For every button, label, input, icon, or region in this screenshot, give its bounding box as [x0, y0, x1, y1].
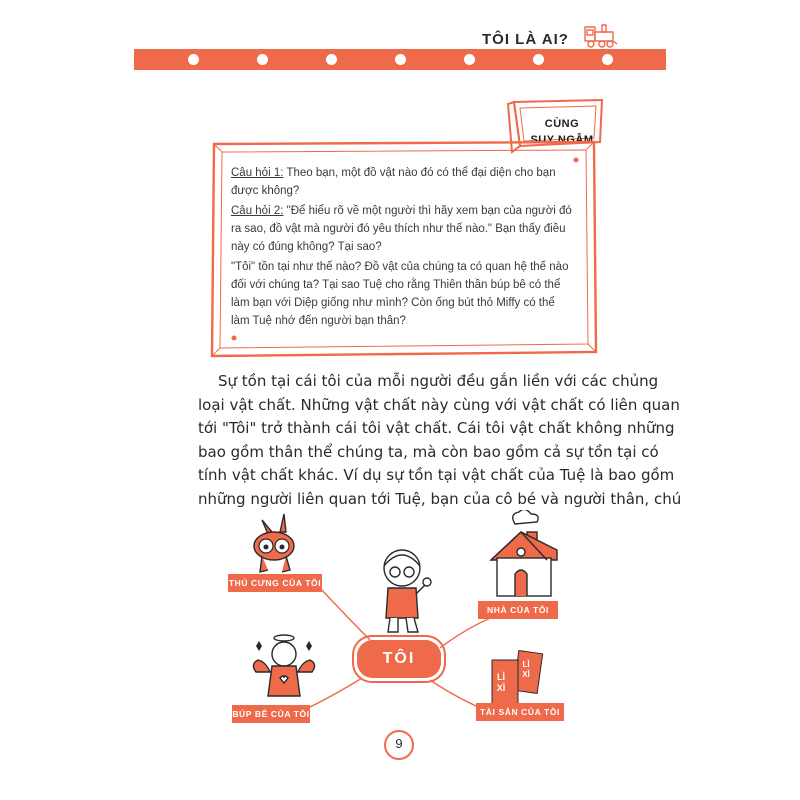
paragraph-line: Sự tồn tại cái tôi của mỗi người đều gắn liền với các chủng: [218, 372, 659, 390]
tag-pet: THÚ CƯNG CỦA TÔI: [228, 574, 322, 592]
paragraph-line: tính vật chất khác. Ví dụ sự tồn tại vật chất của Tuệ là bao gồm: [198, 466, 675, 484]
question-1-text: Theo bạn, một đồ vật nào đó có thể đại diện cho bạn được không?: [231, 167, 556, 197]
paragraph-line: bao gồm thân thể chúng ta, mà còn bao gồm cả sự tồn tại có: [198, 442, 659, 461]
reflection-sign-line1: CÙNG: [544, 118, 580, 130]
reflection-sign-line2: SUY NGẪM: [530, 134, 594, 146]
page-number: 9: [395, 736, 403, 751]
question-2-text: "Để hiểu rõ về một người thì hãy xem bạn của người đó ra sao, đồ vật mà người đó yêu thích như thế nào." Bạn thấy điều này có đúng không? Tại sao?: [231, 205, 572, 253]
envelope-label-back: LÌ XÌ: [522, 660, 530, 679]
paragraph-line: những người liên quan tới Tuệ, bạn của cô bé và người thân, chú: [198, 489, 682, 508]
paragraph-line: loại vật chất. Những vật chất này cùng với vật chất có liên quan: [198, 395, 680, 414]
center-tag-self: TÔI: [357, 640, 441, 678]
house-icon: [485, 510, 565, 602]
question-2-label: Câu hỏi 2:: [231, 205, 284, 217]
envelope-label-front: LÌ XÌ: [496, 672, 506, 693]
bunny-pet-icon: [240, 510, 310, 582]
page-header-title: TÔI LÀ AI?: [482, 31, 569, 48]
tag-doll: BÚP BÊ CỦA TÔI: [232, 705, 310, 723]
angel-doll-icon: [248, 632, 318, 704]
question-1-label: Câu hỏi 1:: [231, 167, 284, 179]
connector-pet: [320, 588, 370, 640]
tag-house: NHÀ CỦA TÔI: [478, 601, 558, 619]
question-extra: "Tôi" tồn tại như thế nào? Đồ vật của chúng ta có quan hệ thế nào đối với chúng ta? Tại sao Tuệ cho rằng Thiên thần búp bê có thể làm bạn với Diệp giống như mình? Còn ống bút thỏ Miffy có thể làm Tuệ nhớ đến người bạn thân?: [231, 261, 569, 327]
paragraph-line: tới "Tôi" trở thành cái tôi vật chất. Cái tôi vật chất không những: [198, 419, 675, 437]
tag-assets: TÀI SẢN CỦA TÔI: [476, 703, 564, 721]
girl-self-icon: [368, 544, 438, 636]
